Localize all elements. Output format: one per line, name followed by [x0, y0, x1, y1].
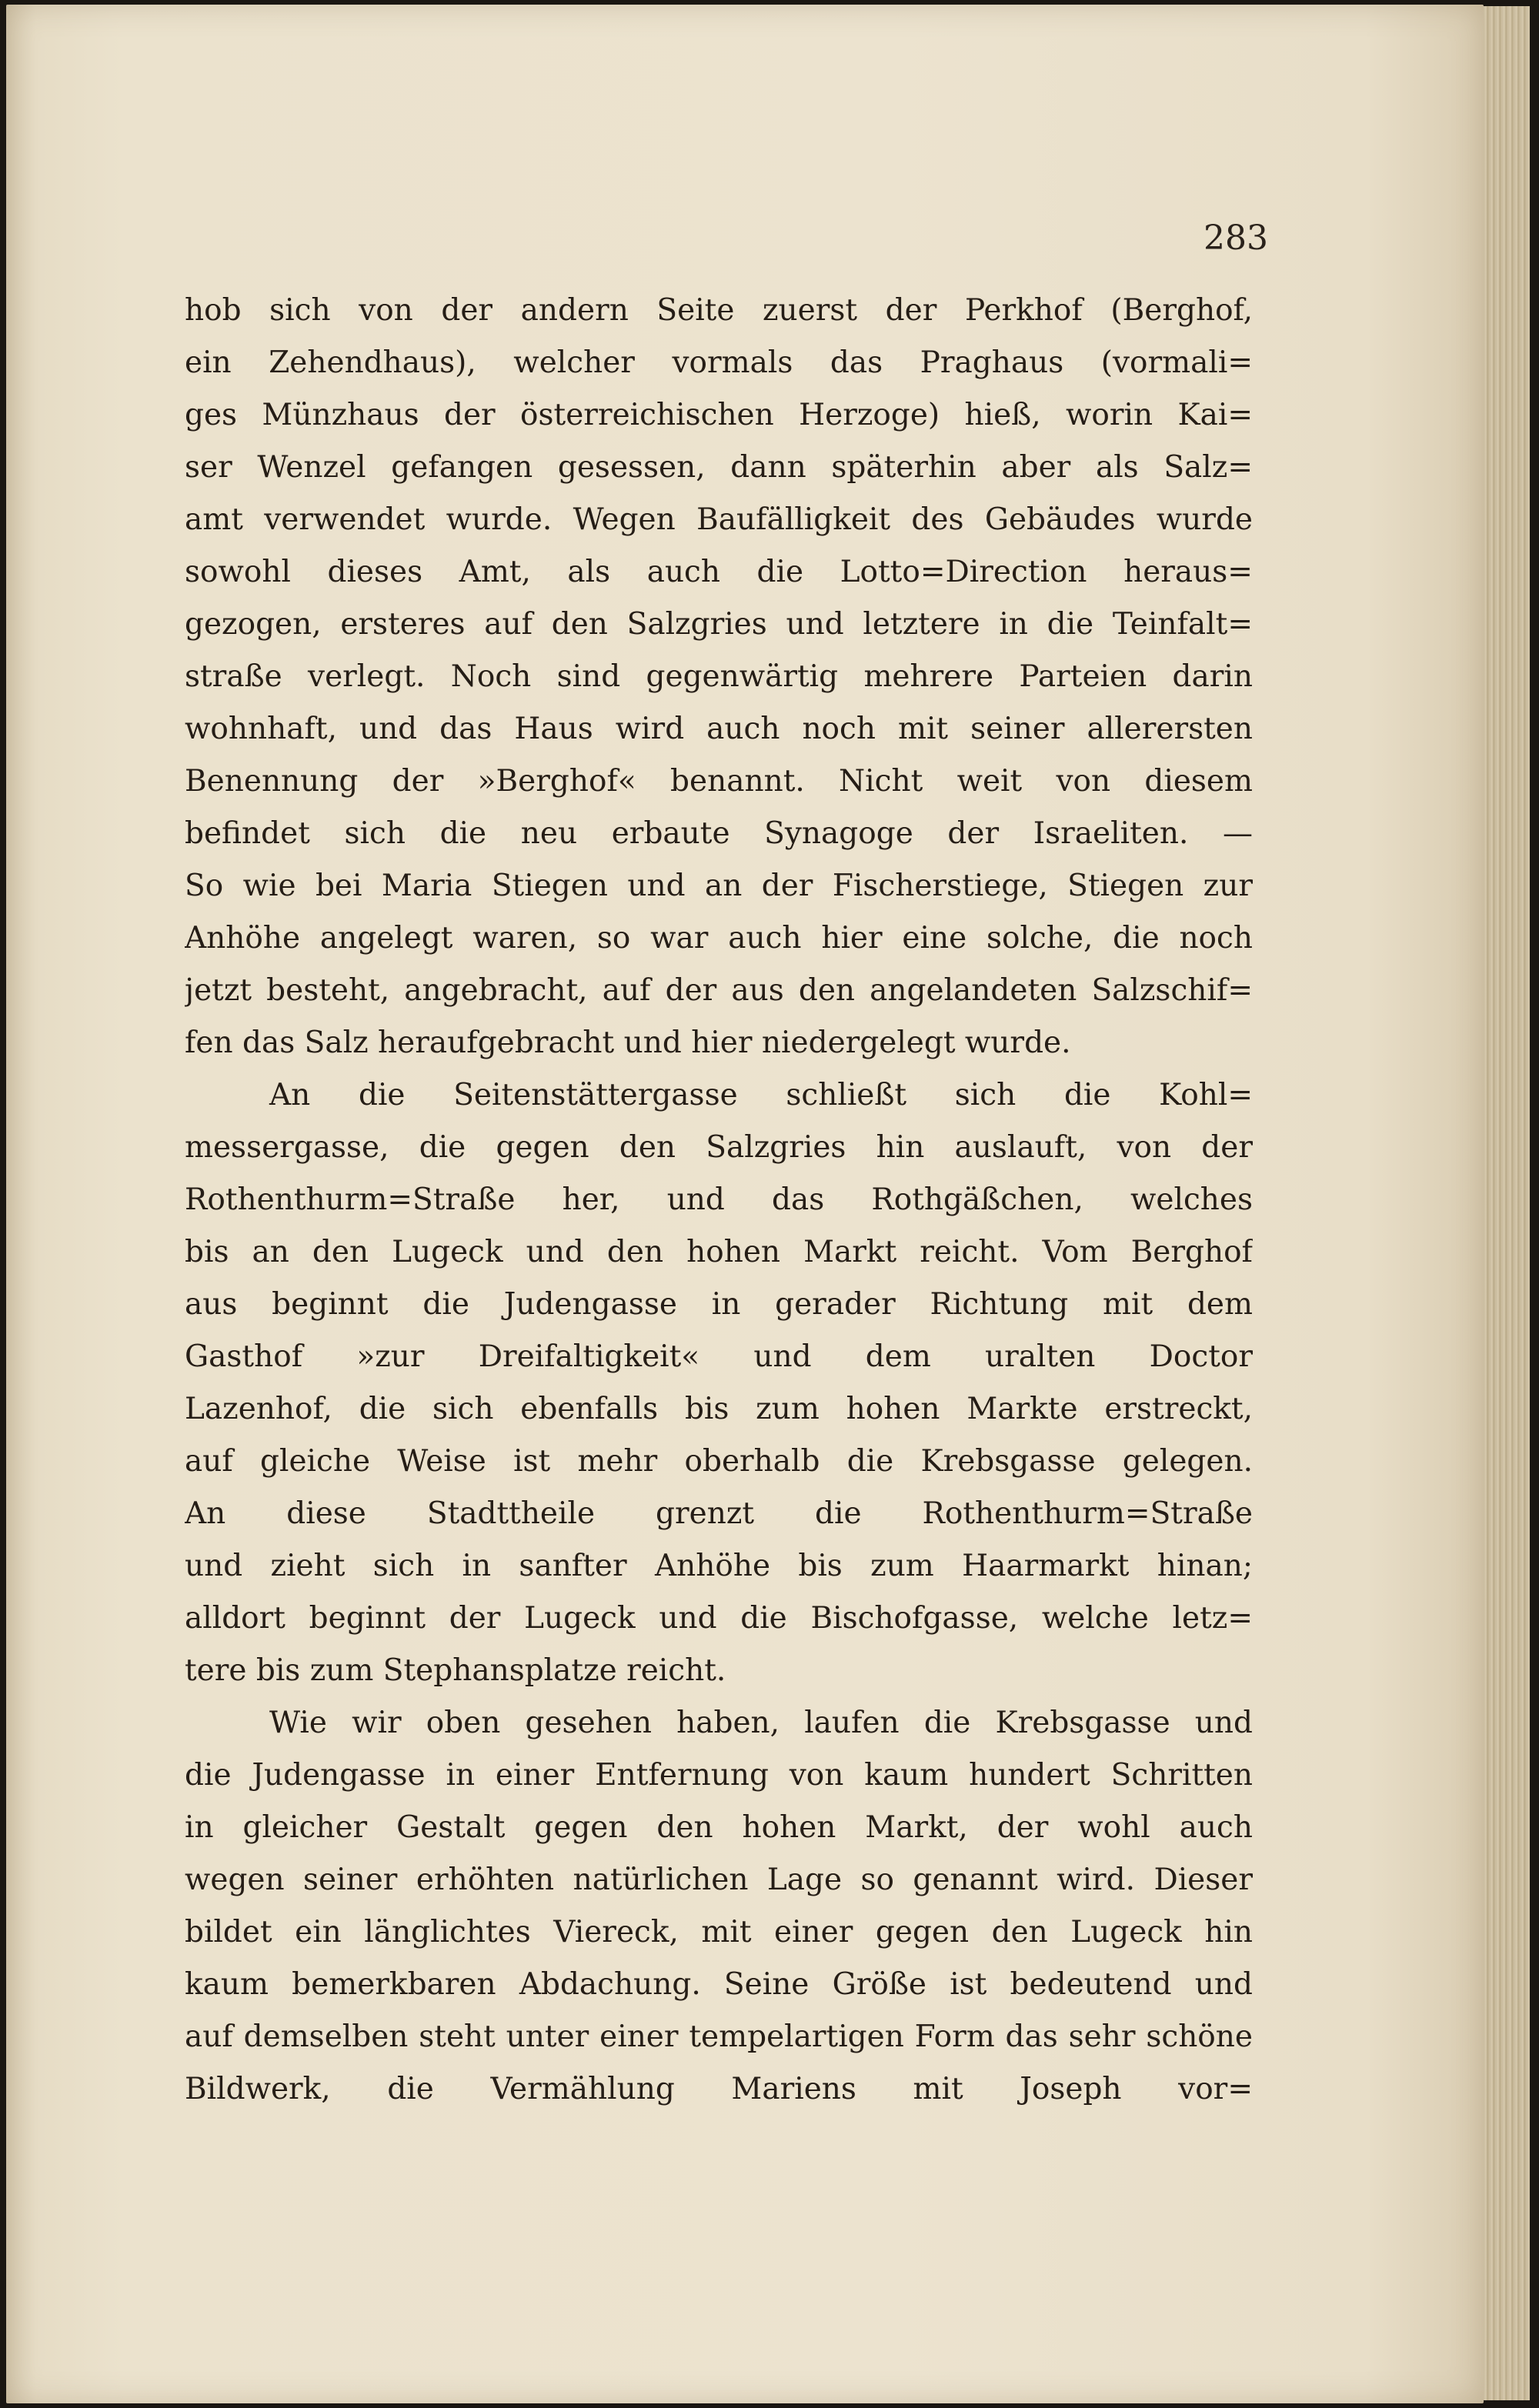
text-line: befindet sich die neu erbaute Synagoge der Israeliten. — — [185, 816, 1253, 851]
text-line: gezogen, ersteres auf den Salzgries und letztere in die Teinfalt= — [185, 607, 1253, 642]
text-line: So wie bei Maria Stiegen und an der Fischerstiege, Stiegen zur — [185, 869, 1253, 903]
paragraph-1 — [185, 285, 1253, 1069]
text-line: jetzt besteht, angebracht, auf der aus den angelandeten Salzschif= — [185, 973, 1253, 1008]
text-line: wohnhaft, und das Haus wird auch noch mit seiner allerersten — [185, 712, 1253, 746]
text-line: kaum bemerkbaren Abdachung. Seine Größe ist bedeutend und — [185, 1967, 1253, 2002]
book-page-edges — [1484, 6, 1530, 2400]
text-line: wegen seiner erhöhten natürlichen Lage so genannt wird. Dieser — [185, 1863, 1253, 1897]
text-line: messergasse, die gegen den Salzgries hin auslauft, von der — [185, 1130, 1253, 1165]
book-page — [6, 5, 1484, 2403]
text-line: ser Wenzel gefangen gesessen, dann späterhin aber als Salz= — [185, 450, 1253, 485]
text-line: ein Zehendhaus), welcher vormals das Praghaus (vormali= — [185, 345, 1253, 380]
text-line: alldort beginnt der Lugeck und die Bischofgasse, welche letz= — [185, 1601, 1253, 1636]
text-line: in gleicher Gestalt gegen den hohen Markt, der wohl auch — [185, 1810, 1253, 1845]
text-line: fen das Salz heraufgebracht und hier niedergelegt wurde. — [185, 1026, 1071, 1060]
text-line: hob sich von der andern Seite zuerst der Perkhof (Berghof, — [185, 293, 1253, 328]
text-line: auf gleiche Weise ist mehr oberhalb die Krebsgasse gelegen. — [185, 1444, 1253, 1479]
paragraph-2 — [185, 1069, 1253, 1697]
text-line: bis an den Lugeck und den hohen Markt reicht. Vom Berghof — [185, 1235, 1253, 1269]
body-text — [185, 285, 1253, 2116]
text-line: sowohl dieses Amt, als auch die Lotto=Direction heraus= — [185, 555, 1253, 589]
text-line: die Judengasse in einer Entfernung von kaum hundert Schritten — [185, 1758, 1253, 1793]
text-line: und zieht sich in sanfter Anhöhe bis zum Haarmarkt hinan; — [185, 1549, 1253, 1583]
text-line: tere bis zum Stephansplatze reicht. — [185, 1653, 726, 1688]
text-line: bildet ein länglichtes Viereck, mit einer gegen den Lugeck hin — [185, 1915, 1253, 1949]
text-line: auf demselben steht unter einer tempelartigen Form das sehr schöne — [185, 2019, 1253, 2054]
paragraph-3 — [185, 1697, 1253, 2116]
text-line: Benennung der »Berghof« benannt. Nicht weit von diesem — [185, 764, 1253, 799]
text-line: amt verwendet wurde. Wegen Baufälligkeit des Gebäudes wurde — [185, 502, 1253, 537]
text-line: An die Seitenstättergasse schließt sich die Kohl= — [269, 1078, 1253, 1112]
text-line: Gasthof »zur Dreifaltigkeit« und dem uralten Doctor — [185, 1339, 1253, 1374]
text-line: Bildwerk, die Vermählung Mariens mit Joseph vor= — [185, 2072, 1253, 2106]
page-number: 283 — [1203, 218, 1268, 258]
text-line: Wie wir oben gesehen haben, laufen die Krebsgasse und — [269, 1706, 1253, 1740]
text-line: straße verlegt. Noch sind gegenwärtig mehrere Parteien darin — [185, 659, 1253, 694]
text-line: Rothenthurm=Straße her, und das Rothgäßchen, welches — [185, 1182, 1253, 1217]
text-line: ges Münzhaus der österreichischen Herzoge) hieß, worin Kai= — [185, 398, 1253, 432]
text-line: An diese Stadttheile grenzt die Rothenthurm=Straße — [185, 1496, 1253, 1531]
text-line: Anhöhe angelegt waren, so war auch hier eine solche, die noch — [185, 921, 1253, 956]
text-line: aus beginnt die Judengasse in gerader Richtung mit dem — [185, 1287, 1253, 1322]
text-line: Lazenhof, die sich ebenfalls bis zum hohen Markte erstreckt, — [185, 1392, 1253, 1426]
